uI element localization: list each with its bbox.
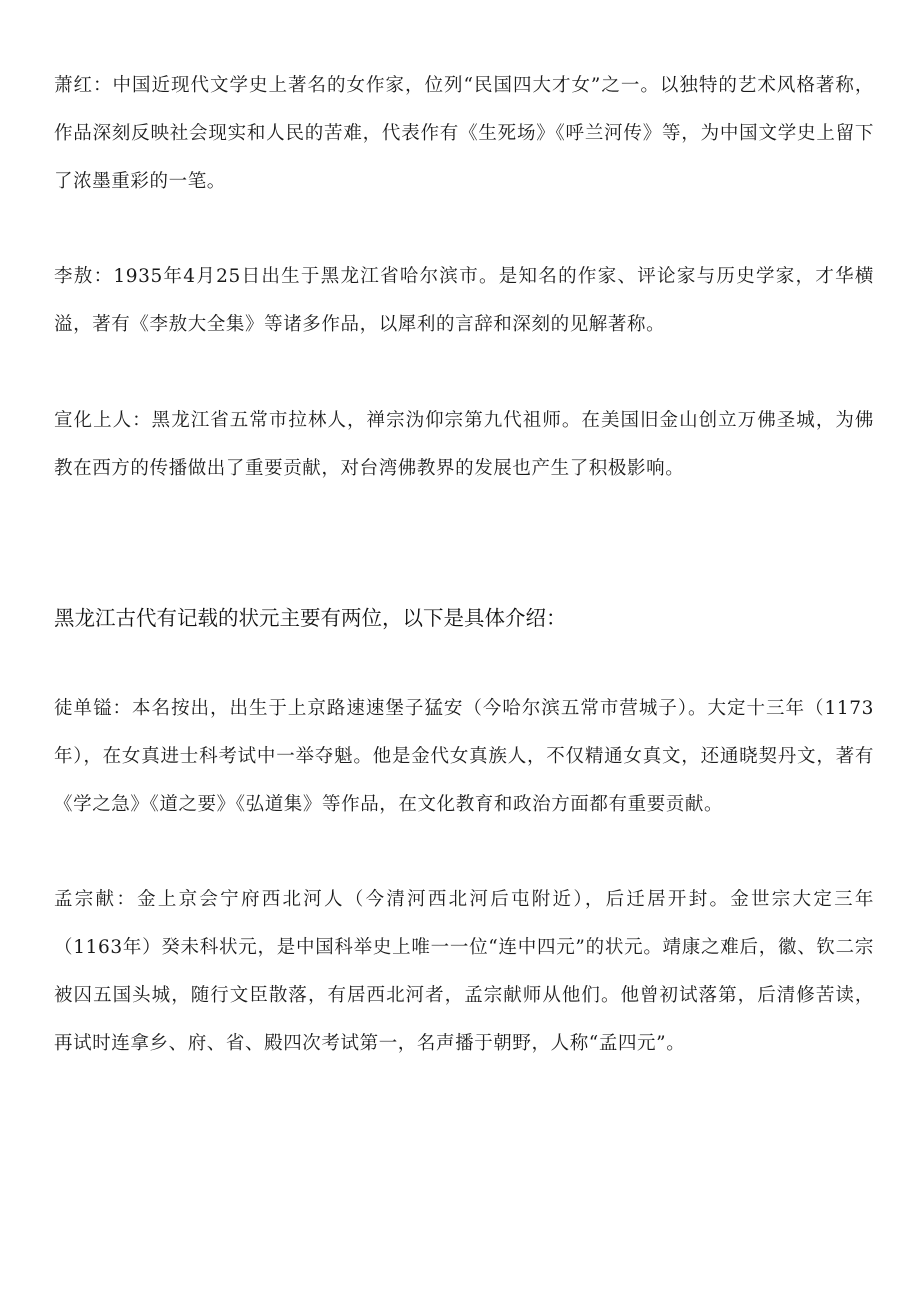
- paragraph-xuan-hua: 宣化上人：黑龙江省五常市拉林人，禅宗沩仰宗第九代祖师。在美国旧金山创立万佛圣城，为佛教在西方的传播做出了重要贡献，对台湾佛教界的发展也产生了积极影响。: [54, 410, 874, 479]
- paragraph-li-ao: 李敖：1935年4月25日出生于黑龙江省哈尔滨市。是知名的作家、评论家与历史学家，才华横溢，著有《李敖大全集》等诸多作品，以犀利的言辞和深刻的见解著称。: [54, 266, 874, 335]
- paragraph-xiao-hong: 萧红：中国近现代文学史上著名的女作家，位列“民国四大才女”之一。以独特的艺术风格著称，作品深刻反映社会现实和人民的苦难，代表作有《生死场》《呼兰河传》等，为中国文学史上留下了浓墨重彩的一笔。: [54, 75, 874, 192]
- paragraph-meng-zongxian: 孟宗献：金上京会宁府西北河人（今清河西北河后屯附近），后迁居开封。金世宗大定三年（1163年）癸未科状元，是中国科举史上唯一一位“连中四元”的状元。靖康之难后，徽、钦二宗被囚五国头城，随行文臣散落，有居西北河者，孟宗献师从他们。他曾初试落第，后清修苦读，再试时连拿乡、府、省、殿四次考试第一，名声播于朝野，人称“孟四元”。: [54, 889, 874, 1054]
- paragraph-tudan-yi: 徒单镒：本名按出，出生于上京路速速堡子猛安（今哈尔滨五常市营城子）。大定十三年（1173年），在女真进士科考试中一举夺魁。他是金代女真族人，不仅精通女真文，还通晓契丹文，著有《学之急》《道之要》《弘道集》等作品，在文化教育和政治方面都有重要贡献。: [54, 698, 874, 815]
- section-heading: 黑龙江古代有记载的状元主要有两位，以下是具体介绍：: [54, 606, 567, 630]
